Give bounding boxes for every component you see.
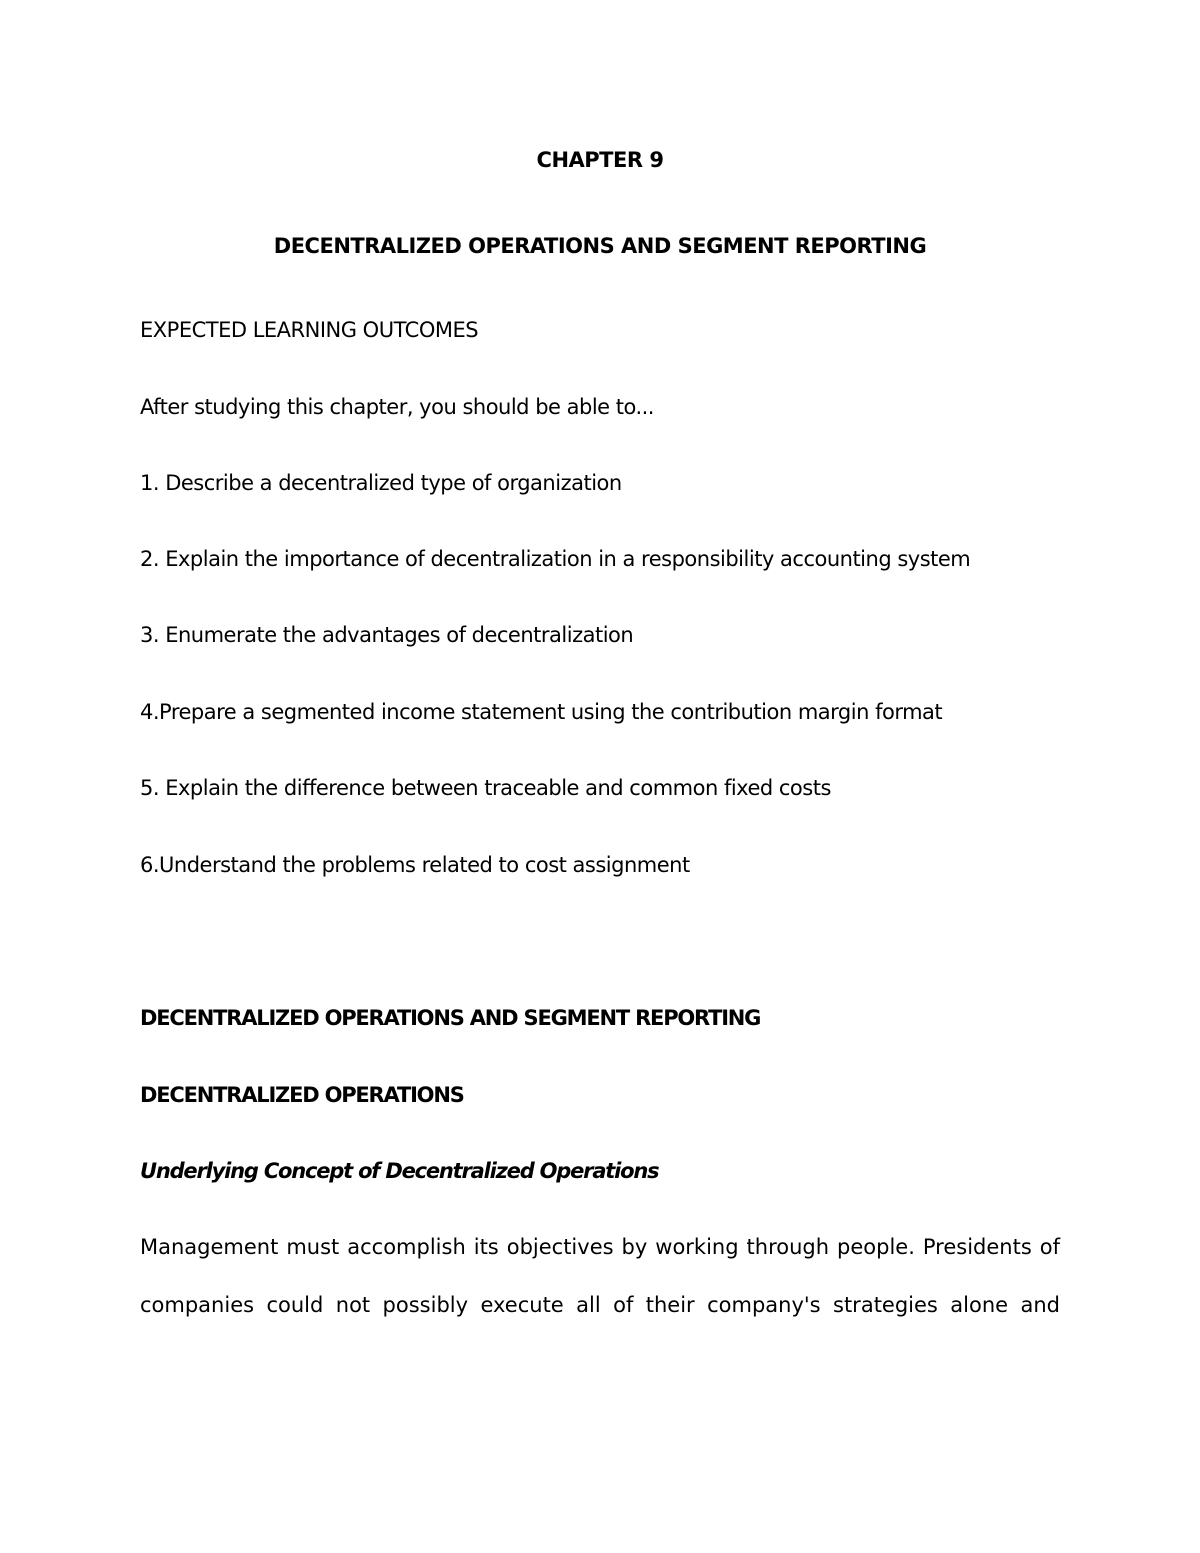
outcome-item: 5. Explain the difference between traceable and common fixed costs [140,776,831,800]
outcome-item: 2. Explain the importance of decentralization in a responsibility accounting system [140,547,971,571]
outcome-item: 3. Enumerate the advantages of decentralization [140,623,634,647]
outcome-item: 4.Prepare a segmented income statement using the contribution margin format [140,700,943,724]
concept-heading: Underlying Concept of Decentralized Operations [140,1159,659,1183]
intro-text: After studying this chapter, you should be able to... [140,395,654,419]
outcome-item: 1. Describe a decentralized type of organization [140,471,622,495]
paragraph-line: Management must accomplish its objectives by working through people. Presidents of [140,1235,1060,1259]
chapter-number: CHAPTER 9 [536,148,664,172]
outcome-item: 6.Understand the problems related to cost assignment [140,853,690,877]
chapter-title: DECENTRALIZED OPERATIONS AND SEGMENT REPORTING [273,234,927,258]
section-heading: DECENTRALIZED OPERATIONS AND SEGMENT REPORTING [140,1006,761,1030]
subsection-heading: DECENTRALIZED OPERATIONS [140,1083,464,1107]
outcomes-heading: EXPECTED LEARNING OUTCOMES [140,318,479,342]
paragraph-line: companies could not possibly execute all of their company's strategies alone and [140,1293,1060,1317]
